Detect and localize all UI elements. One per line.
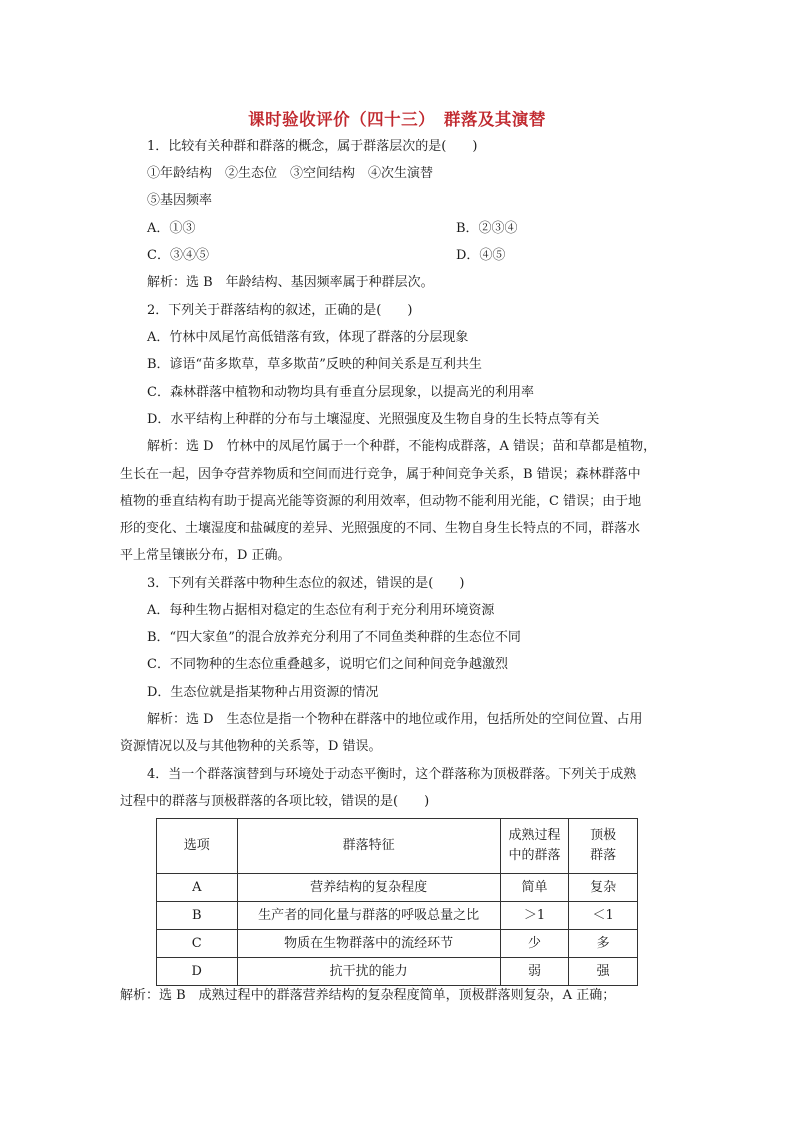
table-header-cell: 选项 bbox=[157, 819, 238, 874]
table-cell: D bbox=[157, 958, 238, 986]
q3-analysis-line: 解析：选 D 生态位是指一个物种在群落中的地位或作用，包括所处的空间位置、占用 bbox=[147, 712, 643, 727]
table-cell: 简单 bbox=[500, 874, 569, 902]
q1-analysis: 解析：选 B 年龄结构、基因频率属于种群层次。 bbox=[147, 275, 434, 290]
q3-analysis-line: 资源情况以及与其他物种的关系等，D 错误。 bbox=[120, 739, 382, 754]
q2-analysis-line: 平上常呈镶嵌分布，D 正确。 bbox=[120, 548, 291, 563]
table-row bbox=[157, 902, 638, 930]
table-header-cell: 顶极 群落 bbox=[569, 819, 638, 874]
table-cell: 复杂 bbox=[569, 874, 638, 902]
table-header-row bbox=[157, 819, 638, 874]
q3-option-d: D．生态位就是指某物种占用资源的情况 bbox=[147, 685, 379, 700]
q1-stem: 1．比较有关种群和群落的概念，属于群落层次的是( ) bbox=[147, 139, 478, 154]
table-cell: 少 bbox=[500, 930, 569, 958]
q4-stem-line: 过程中的群落与顶极群落的各项比较，错误的是( ) bbox=[120, 794, 430, 809]
q2-option-a: A．竹林中凤尾竹高低错落有致，体现了群落的分层现象 bbox=[147, 330, 469, 345]
q1-option-b: B．②③④ bbox=[456, 221, 518, 236]
q3-stem: 3．下列有关群落中物种生态位的叙述，错误的是( ) bbox=[147, 576, 465, 591]
table-cell: B bbox=[157, 902, 238, 930]
table-cell: C bbox=[157, 930, 238, 958]
table-cell: 弱 bbox=[500, 958, 569, 986]
table-header-cell: 成熟过程 中的群落 bbox=[500, 819, 569, 874]
table-cell: 多 bbox=[569, 930, 638, 958]
table-cell: A bbox=[157, 874, 238, 902]
q2-option-c: C．森林群落中植物和动物均具有垂直分层现象，以提高光的利用率 bbox=[147, 385, 534, 400]
q2-option-b: B．谚语“苗多欺草，草多欺苗”反映的种间关系是互利共生 bbox=[147, 357, 482, 372]
table-row bbox=[157, 874, 638, 902]
comparison-table bbox=[156, 818, 638, 986]
q1-items-line2: ⑤基因频率 bbox=[147, 193, 213, 208]
q1-option-a: A．①③ bbox=[147, 221, 196, 236]
table-cell: ＜1 bbox=[569, 902, 638, 930]
q1-option-d: D．④⑤ bbox=[456, 248, 506, 263]
q3-option-a: A．每种生物占据相对稳定的生态位有利于充分利用环境资源 bbox=[147, 603, 495, 618]
table-cell: 营养结构的复杂程度 bbox=[237, 874, 500, 902]
q3-option-b: B．“四大家鱼”的混合放养充分利用了不同鱼类种群的生态位不同 bbox=[147, 630, 521, 645]
table-row bbox=[157, 930, 638, 958]
table-cell: 抗干扰的能力 bbox=[237, 958, 500, 986]
q2-option-d: D．水平结构上种群的分布与土壤湿度、光照强度及生物自身的生长特点等有关 bbox=[147, 412, 600, 427]
q2-analysis-line: 生长在一起，因争夺营养物质和空间而进行竞争，属于种间竞争关系，B 错误；森林群落中 bbox=[120, 467, 641, 482]
table-cell: 物质在生物群落中的流经环节 bbox=[237, 930, 500, 958]
page-title: 课时验收评价（四十三） 群落及其演替 bbox=[248, 110, 546, 129]
q2-analysis-line: 植物的垂直结构有助于提高光能等资源的利用效率，但动物不能利用光能，C 错误；由于地 bbox=[120, 494, 642, 509]
table-cell: 生产者的同化量与群落的呼吸总量之比 bbox=[237, 902, 500, 930]
q1-option-c: C．③④⑤ bbox=[147, 248, 209, 263]
table-cell: ＞1 bbox=[500, 902, 569, 930]
q4-stem-line: 4．当一个群落演替到与环境处于动态平衡时，这个群落称为顶极群落。下列关于成熟 bbox=[147, 767, 637, 782]
q2-stem: 2．下列关于群落结构的叙述，正确的是( ) bbox=[147, 303, 413, 318]
q2-analysis-line: 形的变化、土壤湿度和盐碱度的差异、光照强度的不同、生物自身生长特点的不同，群落水 bbox=[120, 521, 641, 536]
table-header-cell: 群落特征 bbox=[237, 819, 500, 874]
table-cell: 强 bbox=[569, 958, 638, 986]
q1-items-line1: ①年龄结构 ②生态位 ③空间结构 ④次生演替 bbox=[147, 166, 434, 181]
table-row bbox=[157, 958, 638, 986]
q4-analysis: 解析：选 B 成熟过程中的群落营养结构的复杂程度简单，顶极群落则复杂，A 正确； bbox=[120, 988, 616, 1003]
q3-option-c: C．不同物种的生态位重叠越多，说明它们之间种间竞争越激烈 bbox=[147, 657, 508, 672]
q2-analysis-line: 解析：选 D 竹林中的凤尾竹属于一个种群，不能构成群落，A 错误；苗和草都是植物， bbox=[147, 439, 657, 454]
